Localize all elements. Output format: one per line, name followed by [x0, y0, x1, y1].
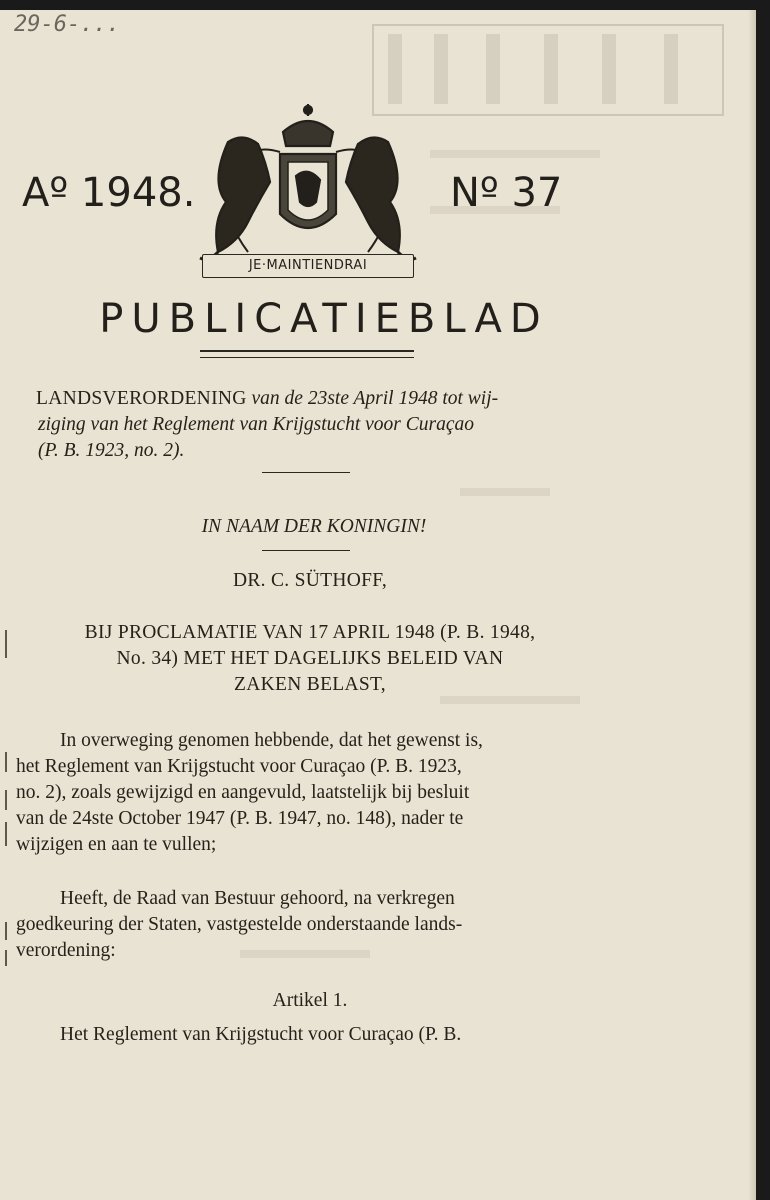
separator-rule: [262, 472, 350, 473]
stamp-mark: [664, 34, 678, 104]
intro-block: [36, 386, 616, 464]
number-label: Nº 37: [450, 170, 563, 216]
proclamation-line: No. 34) MET HET DAGELIJKS BELEID VAN: [116, 648, 504, 669]
paragraph-line: goedkeuring der Staten, vastgestelde onderstaande lands-: [16, 914, 463, 935]
proclamation-block: [0, 620, 620, 698]
intro-line-3: (P. B. 1923, no. 2).: [38, 440, 185, 461]
paragraph-1: [16, 728, 602, 858]
stamp-mark: [388, 34, 402, 104]
paragraph-line: Heeft, de Raad van Bestuur gehoord, na verkregen: [60, 888, 455, 909]
year-label: Aº 1948.: [22, 170, 196, 216]
article-heading: Artikel 1.: [272, 990, 348, 1011]
margin-mark: [5, 752, 7, 772]
intro-line-2: ziging van het Reglement van Krijgstucht voor Curaçao: [38, 414, 474, 435]
paragraph-line: verordening:: [16, 940, 116, 961]
article-text: Het Reglement van Krijgstucht voor Curaçao (P. B.: [60, 1024, 462, 1045]
margin-mark: [5, 922, 7, 940]
paragraph-line: van de 24ste October 1947 (P. B. 1947, no. 148), nader te: [16, 808, 464, 829]
margin-mark: [5, 950, 7, 966]
stamp-mark: [602, 34, 616, 104]
motto-ribbon: JE·MAINTIENDRAI: [202, 254, 414, 278]
margin-mark: [5, 790, 7, 810]
paragraph-line: no. 2), zoals gewijzigd en aangevuld, laatstelijk bij besluit: [16, 782, 470, 803]
paragraph-line: In overweging genomen hebbende, dat het gewenst is,: [60, 730, 483, 751]
stamp-mark: [486, 34, 500, 104]
margin-mark: [5, 630, 7, 658]
intro-prefix: LANDSVERORDENING: [36, 388, 247, 409]
proclamation-line: ZAKEN BELAST,: [234, 674, 386, 695]
separator-rule: [262, 550, 350, 551]
stamp-mark: [544, 34, 558, 104]
title-double-rule: [200, 350, 414, 358]
paragraph-2: [16, 886, 602, 964]
proclamation-line: BIJ PROCLAMATIE VAN 17 APRIL 1948 (P. B. 1948,: [84, 622, 536, 643]
handwritten-note: 29-6-...: [14, 12, 120, 37]
paragraph-line: wijzigen en aan te vullen;: [16, 834, 217, 855]
intro-line-1: [36, 386, 616, 412]
invocation: IN NAAM DER KONINGIN!: [201, 516, 427, 537]
paragraph-line: het Reglement van Krijgstucht voor Curaçao (P. B. 1923,: [16, 756, 462, 777]
stamp-mark: [434, 34, 448, 104]
document-page: [0, 10, 756, 1200]
page-title: PUBLICATIEBLAD: [99, 296, 549, 342]
intro-line-1-text: van de 23ste April 1948 tot wij-: [246, 388, 499, 409]
signatory: DR. C. SÜTHOFF,: [232, 570, 388, 591]
page-edge-shadow: [748, 10, 756, 1200]
margin-mark: [5, 822, 7, 846]
